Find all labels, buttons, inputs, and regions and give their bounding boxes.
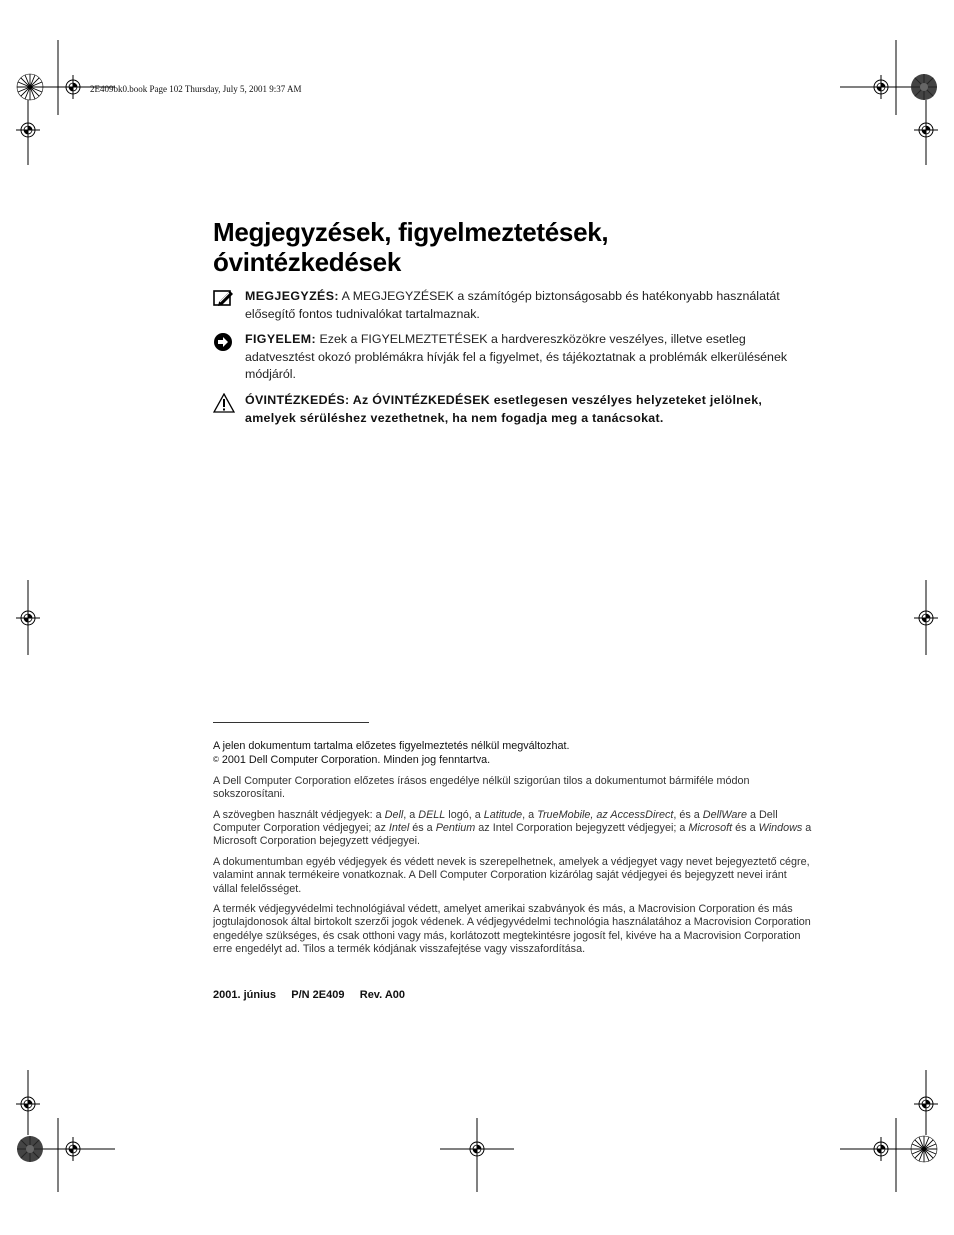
note-label: MEGJEGYZÉS:: [245, 289, 339, 303]
warning-triangle-icon: [213, 393, 235, 419]
macrovision-paragraph: A termék védjegyvédelmi technológiával védett, amelyet amerikai szabványok és más, a Macrovision Corporation és más jogtulajdonosok által birtokolt szerzői jogok védenek. A védjegyvédelmi technológia használatához a Macrovision Corporation engedélye szükséges, és csak otthoni vagy más, korlátozott megtekintésre jogosít fel, kivéve ha a Macrovision Corporation erre engedélyt ad. Tilos a termék kódjának visszafejtése vagy visszafordítása.: [213, 903, 811, 956]
caution-text: Az ÓVINTÉZKEDÉSEK esetlegesen veszélyes helyzeteket jelölnek, amelyek sérüléshez vezethetnek, ha nem fogadja meg a tanácsokat.: [245, 393, 763, 425]
copyright-line: 2001 Dell Computer Corporation. Minden jog fenntartva.: [221, 754, 491, 767]
trademarks-paragraph: A szövegben használt védjegyek: a Dell, a DELL logó, a Latitude, a TrueMobile, az AccessDirect, és a DellWare a Dell Computer Corporation védjegyei; az Intel és a Pentium az Intel Corporation bejegyzett védjegyei; a Microsoft és a Windows a Microsoft Corporation bejegyzett védjegyei.: [213, 808, 812, 848]
note-pencil-icon: [213, 289, 235, 313]
footer-revision: Rev. A00: [359, 989, 405, 1001]
warning-notice: [213, 331, 813, 384]
footer-date: 2001. június: [213, 989, 276, 1001]
document-footer: [213, 989, 405, 1001]
notice-label: FIGYELEM:: [245, 332, 317, 346]
footer-part-number: P/N 2E409: [291, 989, 345, 1001]
change-notice: A jelen dokumentum tartalma előzetes figyelmeztetés nélkül megváltozhat.: [213, 740, 570, 752]
page-title: [213, 217, 608, 277]
copyright-symbol: ©: [213, 755, 219, 765]
page-title-line-1: Megjegyzések, figyelmeztetések,: [213, 217, 609, 247]
caution-label: ÓVINTÉZKEDÉS:: [245, 393, 350, 407]
footnote-divider: [213, 722, 369, 723]
note-notice: [213, 288, 813, 323]
notice-text: Ezek a FIGYELMEZTETÉSEK a hardvereszközökre veszélyes, illetve esetleg adatvesztést okozó problémákra hívják fel a figyelmet, és tájékoztatnak a problémák elkerülésének módjáról.: [245, 332, 788, 381]
arrow-circle-icon: [213, 332, 233, 358]
legal-text: [213, 740, 813, 964]
reproduction-notice: A Dell Computer Corporation előzetes írásos engedélye nélkül szigorúan tilos a dokumentumot bármiféle módon sokszorosítani.: [213, 774, 750, 801]
print-header: 2E409bk0.book Page 102 Thursday, July 5, 2001 9:37 AM: [90, 84, 302, 94]
page-title-line-2: óvintézkedések: [213, 247, 402, 277]
other-marks-paragraph: A dokumentumban egyéb védjegyek és védett nevek is szerepelhetnek, amelyek a védjegyet vagy nevet bejegyeztető cégre, valamint annak termékeire vonatkoznak. A Dell Computer Corporation kizárólag saját védjegyei és bejegyzett nevei iránt vállal felelősséget.: [213, 855, 810, 895]
caution-notice: [213, 392, 813, 427]
note-text: A MEGJEGYZÉSEK a számítógép biztonságosabb és hatékonyabb használatát elősegítő fontos tudnivalókat tartalmaznak.: [245, 289, 780, 321]
